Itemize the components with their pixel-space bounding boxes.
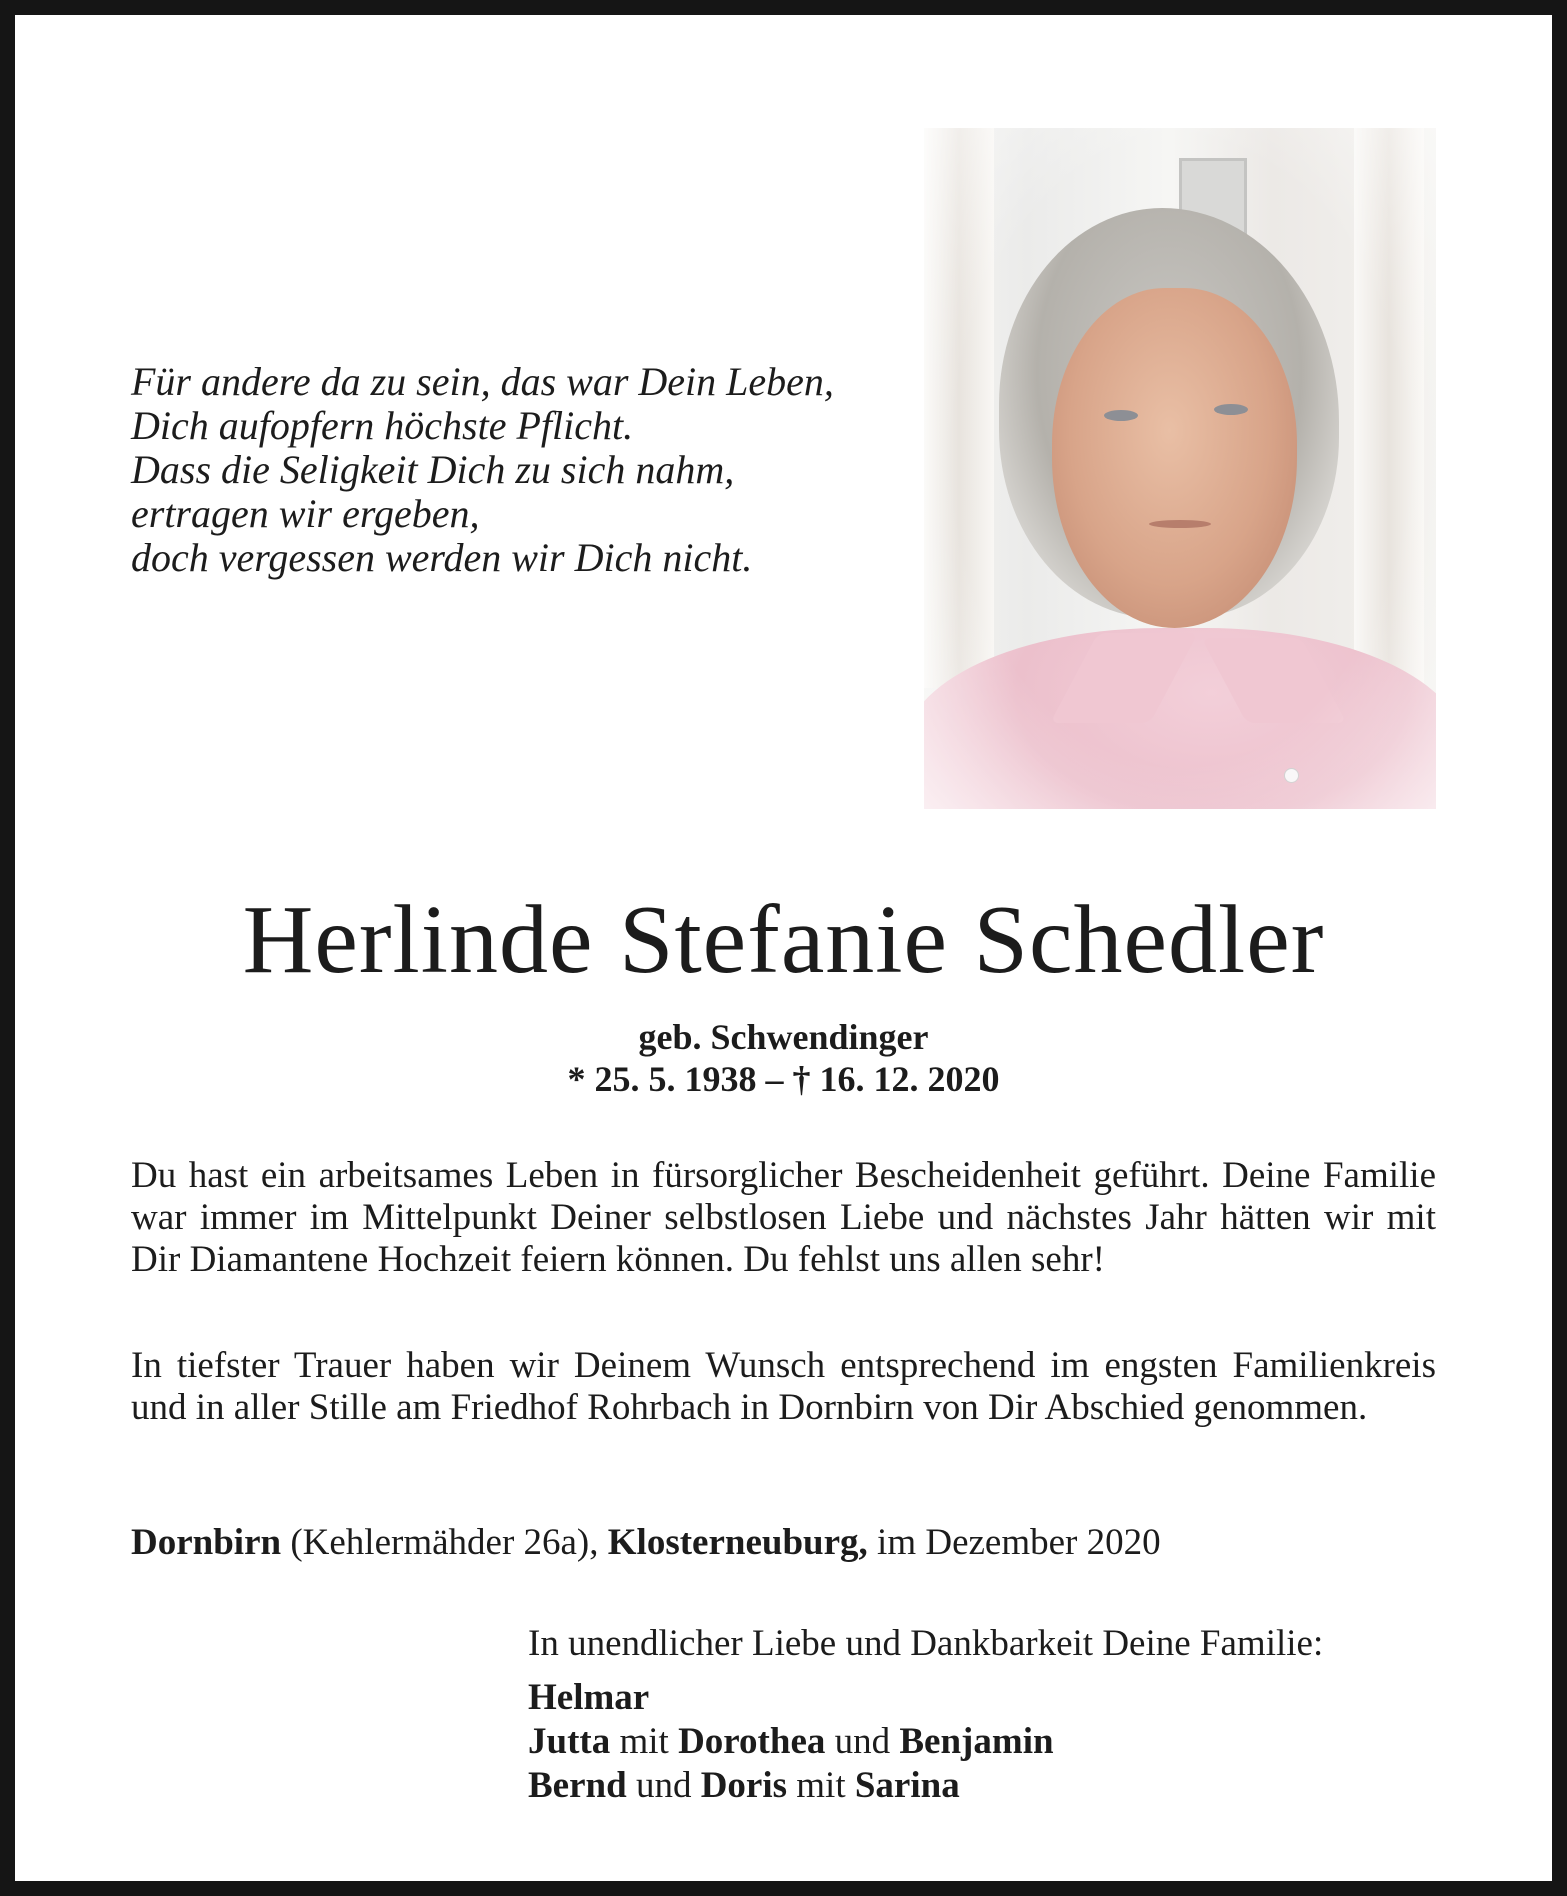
family-connector: mit [787,1765,855,1806]
portrait-photo [924,128,1436,809]
poem-line: doch vergessen werden wir Dich nicht. [131,535,753,580]
family-signature [528,1622,1438,1808]
family-member: Sarina [854,1765,960,1806]
poem-line: Für andere da zu sein, das war Dein Leben, [131,359,834,404]
paragraph-life: Du hast ein arbeitsames Leben in fürsorglicher Bescheidenheit geführt. Deine Familie war immer im Mittelpunkt Deiner selbstlosen Liebe und nächstes Jahr hätten wir mit Dir Diamantene Hochzeit feiern können. Du fehlst uns allen sehr! [131,1155,1436,1280]
photo-vignette [924,128,1436,809]
family-connector: und [626,1765,701,1806]
poem [131,360,851,580]
family-intro: In unendlicher Liebe und Dankbarkeit Deine Familie: [528,1623,1324,1664]
family-row [528,1720,1438,1764]
family-connector: und [825,1721,900,1762]
deceased-name: Herlinde Stefanie Schedler [242,886,1325,994]
paragraph-farewell: In tiefster Trauer haben wir Deinem Wunsch entsprechend im engsten Familienkreis und in aller Stille am Friedhof Rohrbach in Dornbirn von Dir Abschied genommen. [131,1345,1436,1428]
family-member: Bernd [528,1765,627,1806]
poem-line: ertragen wir ergeben, [131,491,480,536]
place-date: im Dezember 2020 [867,1522,1161,1563]
poem-line: Dich aufopfern höchste Pflicht. [131,403,634,448]
family-row [528,1676,1438,1720]
family-member: Benjamin [899,1721,1054,1762]
family-connector: mit [610,1721,679,1762]
place-address: (Kehlermähder 26a), [281,1522,608,1563]
family-member: Doris [700,1765,788,1806]
place-date-line [131,1522,1436,1564]
life-dates: * 25. 5. 1938 – † 16. 12. 2020 [567,1059,1000,1099]
place-city-1: Dornbirn [131,1522,282,1563]
family-member: Dorothea [678,1721,826,1762]
family-row [528,1764,1438,1808]
maiden-name: geb. Schwendinger [638,1017,929,1057]
poem-line: Dass die Seligkeit Dich zu sich nahm, [131,447,735,492]
place-city-2: Klosterneuburg, [607,1522,868,1563]
family-member: Jutta [528,1721,611,1762]
family-member: Helmar [528,1677,650,1718]
